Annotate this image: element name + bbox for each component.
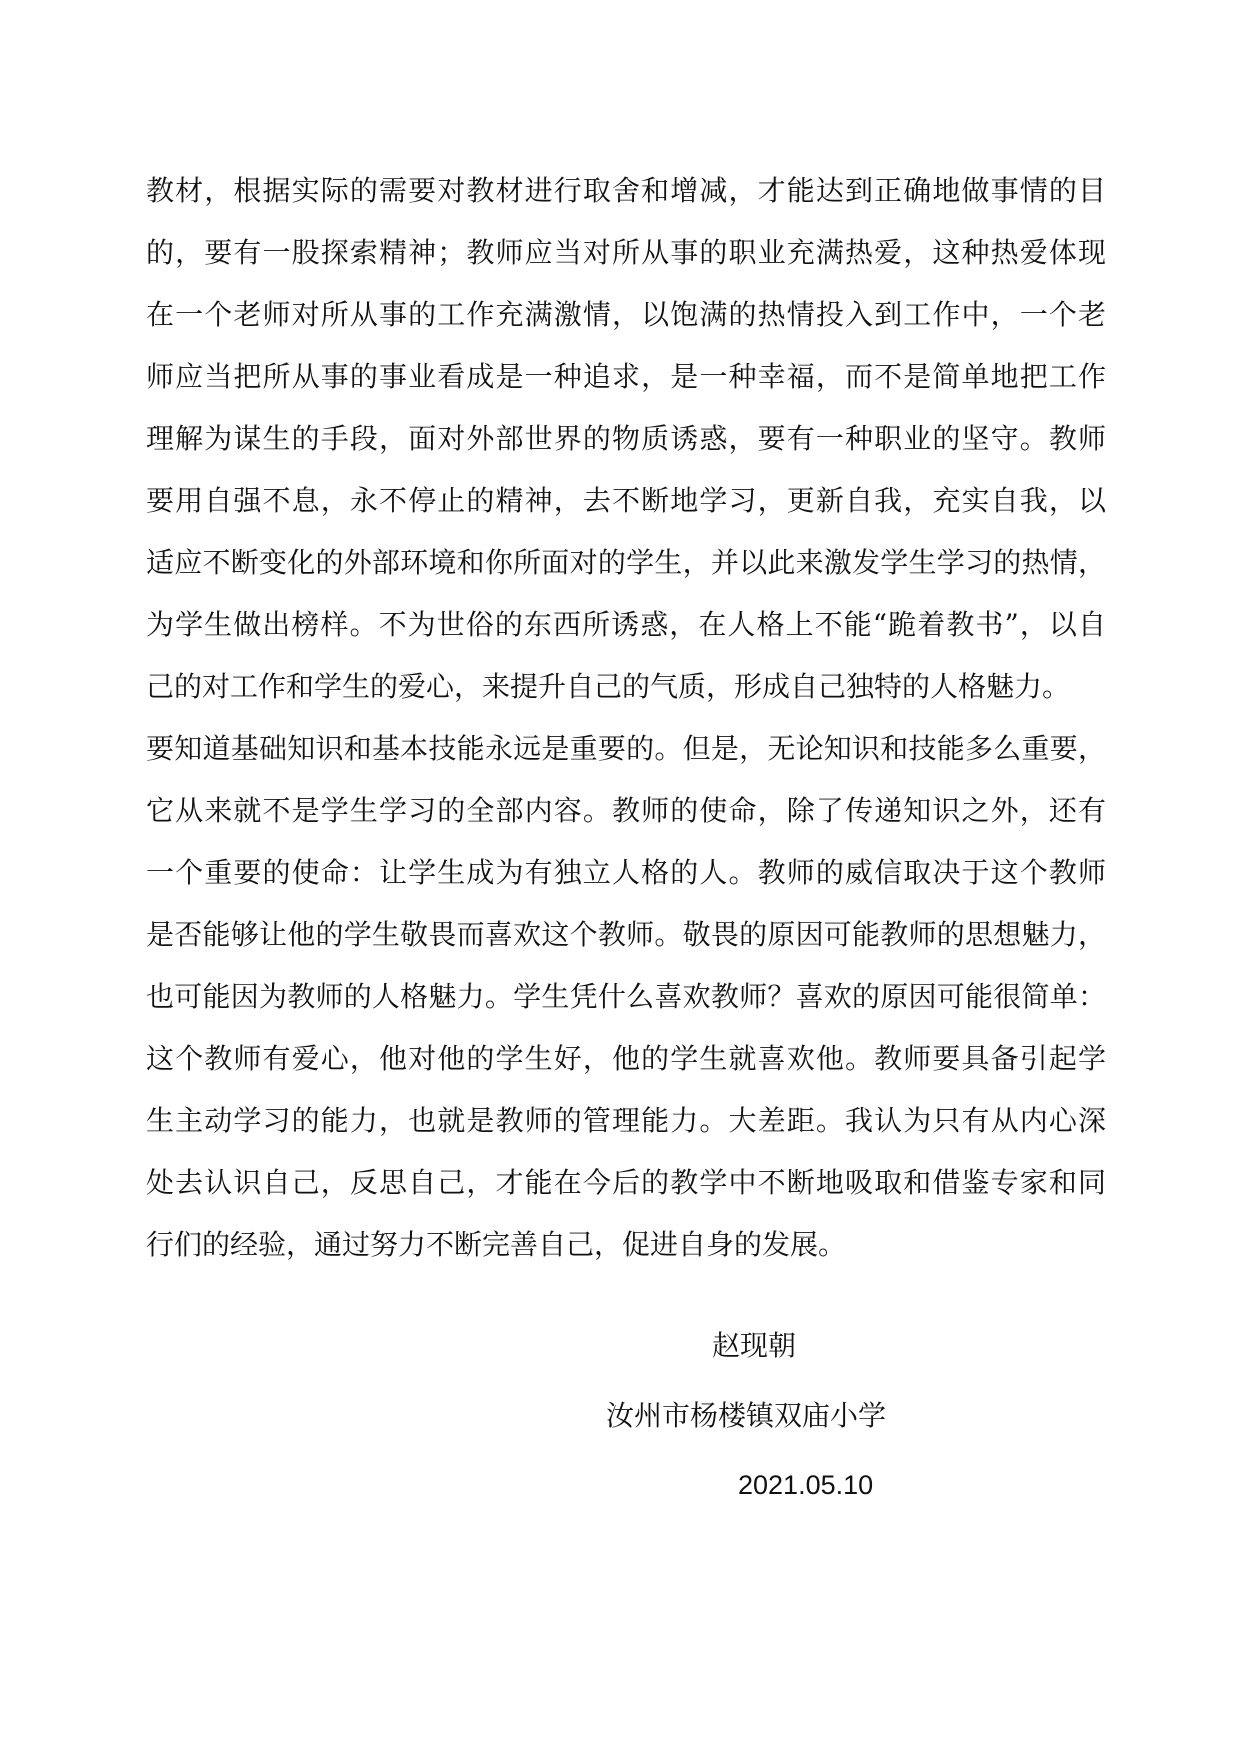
body-line: 也可能因为教师的人格魅力。学生凭什么喜欢教师？喜欢的原因可能很简单： [146, 980, 1106, 1013]
body-text [146, 160, 1106, 1276]
body-line: 要知道基础知识和基本技能永远是重要的。但是，无论知识和技能多么重要， [146, 732, 1106, 765]
body-line: 教材，根据实际的需要对教材进行取舍和增减，才能达到正确地做事情的目 [146, 174, 1106, 207]
body-line: 的，要有一股探索精神；教师应当对所从事的职业充满热爱，这种热爱体现 [146, 236, 1106, 269]
body-line: 它从来就不是学生学习的全部内容。教师的使命，除了传递知识之外，还有 [146, 794, 1106, 827]
body-line: 己的对工作和学生的爱心，来提升自己的气质，形成自己独特的人格魅力。 [146, 670, 1071, 703]
body-line: 适应不断变化的外部环境和你所面对的学生，并以此来激发学生学习的热情， [146, 546, 1106, 579]
body-line: 行们的经验，通过努力不断完善自己，促进自身的发展。 [146, 1228, 847, 1261]
signature-date: 2021.05.10 [738, 1470, 874, 1500]
body-line: 理解为谋生的手段，面对外部世界的物质诱惑，要有一种职业的坚守。教师 [146, 422, 1106, 455]
body-line: 师应当把所从事的事业看成是一种追求，是一种幸福，而不是简单地把工作 [146, 360, 1106, 393]
body-line: 为学生做出榜样。不为世俗的东西所诱惑，在人格上不能“跪着教书”，以自 [146, 608, 1106, 641]
signature-school: 汝州市杨楼镇双庙小学 [606, 1399, 887, 1432]
body-line: 一个重要的使命：让学生成为有独立人格的人。教师的威信取决于这个教师 [146, 856, 1106, 889]
body-line: 生主动学习的能力，也就是教师的管理能力。大差距。我认为只有从内心深 [146, 1104, 1106, 1137]
body-line: 要用自强不息，永不停止的精神，去不断地学习，更新自我，充实自我，以 [146, 484, 1106, 517]
body-line: 在一个老师对所从事的工作充满激情，以饱满的热情投入到工作中，一个老 [146, 298, 1106, 331]
body-line: 是否能够让他的学生敬畏而喜欢这个教师。敬畏的原因可能教师的思想魅力， [146, 918, 1106, 951]
signature-name: 赵现朝 [712, 1329, 797, 1362]
body-line: 这个教师有爱心，他对他的学生好，他的学生就喜欢他。教师要具备引起学 [146, 1042, 1106, 1075]
body-line: 处去认识自己，反思自己，才能在今后的教学中不断地吸取和借鉴专家和同 [146, 1166, 1106, 1199]
